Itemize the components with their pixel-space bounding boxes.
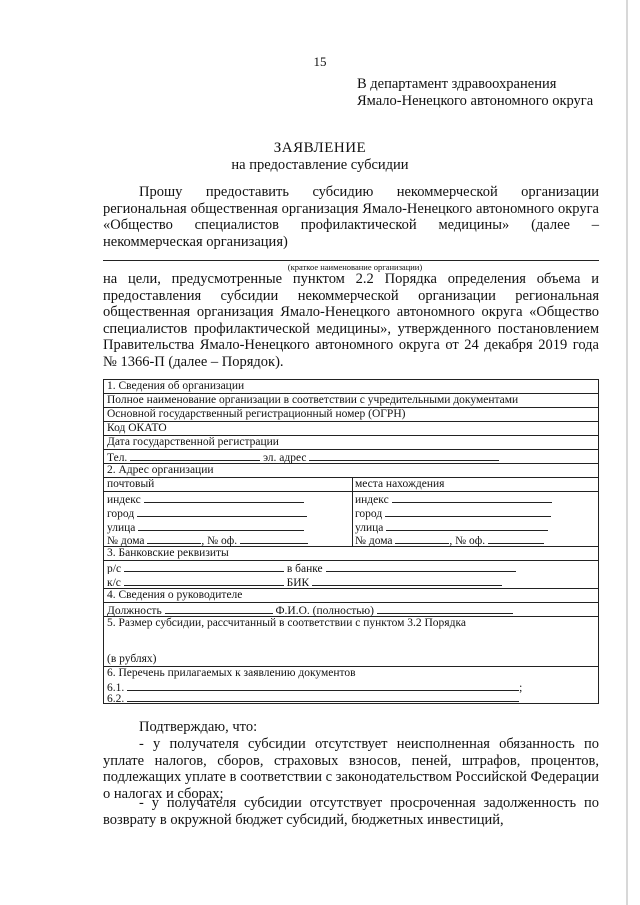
ks-label: к/с [107,577,121,589]
ks-field [124,575,284,586]
location-office-field [488,533,544,544]
contacts-row [104,450,598,464]
location-house-label: № дома [355,535,393,547]
postal-city-field [137,506,307,517]
bank-field [326,561,516,572]
addressee-line-2: Ямало-Ненецкого автономного округа [357,93,594,109]
rs-field [124,561,284,572]
section-1-title: 1. Сведения об организации [104,380,598,394]
email-field [309,450,499,461]
postal-street-label: улица [107,522,136,534]
section-6-title: 6. Перечень прилагаемых к заявлению документов [107,667,356,679]
doc-1-label: 6.1. [107,682,125,693]
postal-office-label: , № оф. [201,535,238,546]
page-number: 15 [313,54,327,69]
position-label: Должность [107,605,162,617]
postal-city [107,506,307,521]
okato-row: Код ОКАТО [104,422,598,436]
section-2-title: 2. Адрес организации [104,464,598,478]
email-label: эл. адрес [263,452,307,464]
confirm-bullet-1: - у получателя субсидии отсутствует неисполненная обязанность по уплате налогов, сборов, страховых взносов, пеней, штрафов, процентов, подлежащих уплате в соответствии с законодательством Российской Федерации о налогах и сборах; [103,736,599,802]
location-index-label: индекс [355,494,389,506]
postal-house-field [147,533,201,544]
org-name-caption: (краткое наименование организации) [287,262,423,272]
section-5-block [104,617,598,667]
section-3-title: 3. Банковские реквизиты [104,547,598,561]
postal-address-header: почтовый [107,478,155,490]
doc-1-field [127,680,519,691]
location-office-label: , № оф. [449,535,486,547]
confirm-bullet-2: - у получателя субсидии отсутствует просроченная задолженность по возврату в окружной бюджет субсидий, бюджетных инвестиций, [103,795,599,828]
ogrn-row: Основной государственный регистрационный номер (ОГРН) [104,408,598,422]
postal-index-label: индекс [107,494,141,506]
postal-office-field [240,533,308,544]
section-5-title: 5. Размер субсидии, рассчитанный в соответствии с пунктом 3.2 Порядка [107,617,466,629]
postal-index-field [144,492,304,503]
bik-label: БИК [286,577,310,589]
ks-row [104,575,598,589]
document-subtitle: на предоставление субсидии [231,157,409,173]
location-street-field [386,520,548,531]
doc-2-field [127,691,519,702]
reg-date-row: Дата государственной регистрации [104,436,598,450]
full-name-row: Полное наименование организации в соответствии с учредительными документами [104,394,598,408]
phone-label: Тел. [107,452,128,464]
postal-city-label: город [107,508,135,520]
confirm-heading: Подтверждаю, что: [139,719,258,735]
doc-1-end: ; [519,682,523,693]
location-index-field [392,492,552,503]
location-house-field [395,533,449,544]
purpose-paragraph: на цели, предусмотренные пунктом 2.2 Порядка определения объема и предоставления субсидии некоммерческой организации региональная общественная организация Ямало-Ненецкого автономного округа «Общество специалистов профилактической медицины», утвержденного постановлением Правительства Ямало-Ненецкого автономного округа от 24 декабря 2019 года № 1366-П (далее – Порядок). [103,271,599,370]
addressee-block [357,76,593,110]
scan-edge [626,0,628,905]
location-city [355,506,551,521]
document-title: ЗАЯВЛЕНИЕ [273,140,367,156]
phone-field [130,450,260,461]
postal-house-label: № дома [107,535,145,546]
rs-row [104,561,598,574]
section-4-title: 4. Сведения о руководителе [104,589,598,603]
doc-2-label: 6.2. [107,693,125,704]
fio-field [377,603,513,614]
rubles-note: (в рублях) [107,653,157,665]
rs-label: р/с [107,563,122,574]
addressee-line-1: В департамент здравоохранения [357,76,557,92]
application-form-table [103,379,599,704]
org-name-line [103,260,599,261]
position-field [165,603,273,614]
doc-2-row [104,691,598,704]
location-city-field [385,506,551,517]
request-paragraph: Прошу предоставить субсидию некоммерческой организации региональная общественная организация Ямало-Ненецкого автономного округа «Общество специалистов профилактической медицины» (далее – некоммерческая организация) [103,184,599,250]
postal-index [107,492,304,507]
location-address-header: места нахождения [355,478,445,490]
bank-label: в банке [286,563,323,574]
head-row [104,603,598,617]
location-index [355,492,552,507]
location-city-label: город [355,508,383,520]
postal-street-field [138,520,304,531]
postal-house [107,533,308,546]
fio-label: Ф.И.О. (полностью) [275,605,374,617]
address-header-row [104,478,598,492]
location-street-label: улица [355,522,384,534]
bik-field [312,575,502,586]
